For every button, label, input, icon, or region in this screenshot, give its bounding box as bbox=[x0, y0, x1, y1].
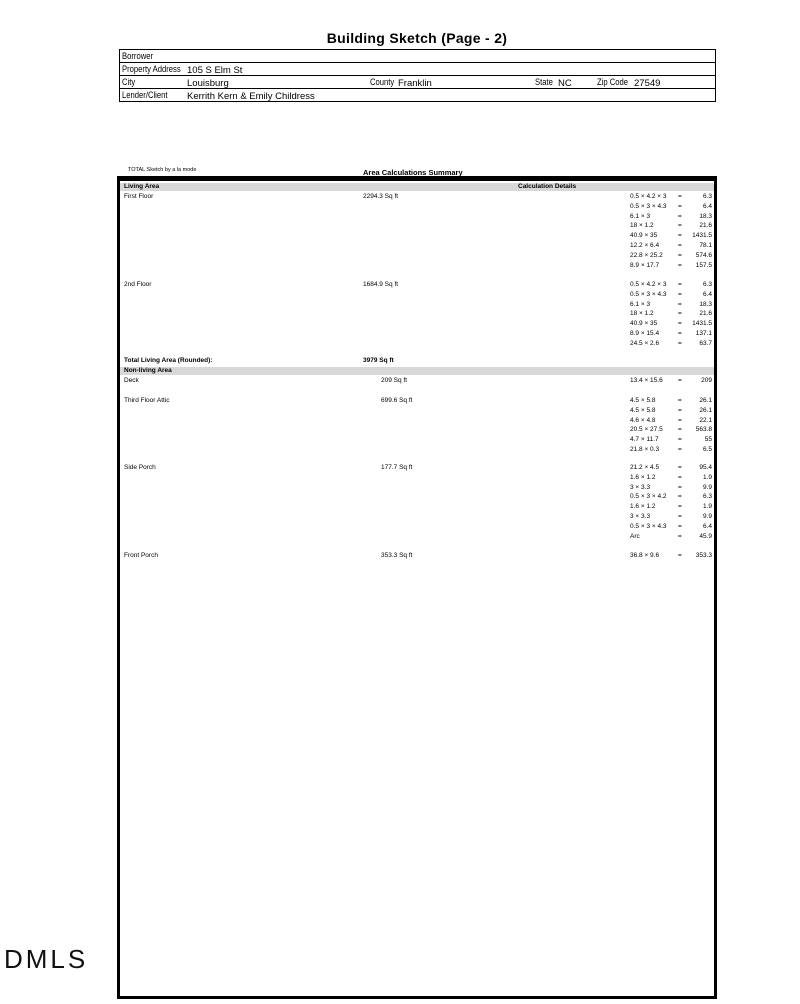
calc-line bbox=[630, 280, 712, 290]
calc-expression: 20.5 × 27.5 bbox=[630, 426, 663, 434]
calc-line bbox=[630, 339, 712, 349]
calc-line bbox=[630, 309, 712, 319]
calc-line bbox=[630, 435, 712, 445]
calc-result: 18.3 bbox=[699, 212, 712, 220]
calc-list bbox=[630, 376, 712, 386]
header-table bbox=[119, 49, 716, 102]
calc-line bbox=[630, 290, 712, 300]
calc-result: 63.7 bbox=[699, 339, 712, 347]
calc-list bbox=[630, 396, 712, 455]
calc-expression: 40.9 × 35 bbox=[630, 232, 658, 240]
calc-equals: = bbox=[678, 377, 682, 384]
calc-expression: 22.8 × 25.2 bbox=[630, 251, 663, 259]
calc-result: 21.6 bbox=[699, 310, 712, 318]
non-living-label: Non-living Area bbox=[124, 367, 172, 374]
calc-result: 18.3 bbox=[699, 300, 712, 308]
area-value: 177.7 Sq ft bbox=[381, 464, 413, 471]
calc-result: 78.1 bbox=[699, 241, 712, 249]
calc-result: 6.5 bbox=[702, 445, 712, 453]
area-name: Third Floor Attic bbox=[124, 397, 170, 404]
total-living-label: Total Living Area (Rounded): bbox=[124, 357, 213, 364]
calc-expression: 1.6 × 1.2 bbox=[630, 503, 656, 511]
borrower-label: Borrower bbox=[122, 51, 154, 61]
calc-result: 1.9 bbox=[702, 503, 712, 511]
calc-line bbox=[630, 261, 712, 271]
calc-equals: = bbox=[678, 397, 682, 404]
calc-expression: 6.1 × 3 bbox=[630, 212, 651, 220]
calc-expression: 0.5 × 4.2 × 3 bbox=[630, 281, 667, 288]
calc-line bbox=[630, 483, 712, 493]
address-row bbox=[120, 63, 715, 76]
calc-result: 6.3 bbox=[702, 493, 712, 501]
calc-result: 26.1 bbox=[699, 397, 712, 404]
calc-result: 1.9 bbox=[702, 473, 712, 481]
borrower-row bbox=[120, 50, 715, 63]
calc-result: 353.3 bbox=[695, 552, 712, 559]
calc-equals: = bbox=[678, 222, 682, 230]
calc-line bbox=[630, 241, 712, 251]
calc-result: 21.6 bbox=[699, 222, 712, 230]
calc-expression: 40.9 × 35 bbox=[630, 320, 658, 328]
calc-equals: = bbox=[678, 436, 682, 444]
calc-expression: 3 × 3.3 bbox=[630, 512, 651, 520]
calc-equals: = bbox=[678, 290, 682, 298]
address-label: Property Address bbox=[122, 64, 181, 74]
calc-result: 26.1 bbox=[699, 406, 712, 414]
calc-equals: = bbox=[678, 300, 682, 308]
calc-result: 209 bbox=[701, 377, 712, 384]
city-value: Louisburg bbox=[187, 78, 229, 89]
calc-equals: = bbox=[678, 473, 682, 481]
calc-expression: 36.8 × 9.6 bbox=[630, 552, 660, 559]
calc-expression: 21.8 × 0.3 bbox=[630, 445, 660, 453]
calc-result: 574.6 bbox=[695, 251, 712, 259]
calc-details-label: Calculation Details bbox=[518, 183, 577, 190]
calc-expression: 4.7 × 11.7 bbox=[630, 436, 659, 444]
calc-line bbox=[630, 231, 712, 241]
lender-value: Kerrith Kern & Emily Childress bbox=[187, 91, 315, 102]
calc-result: 9.9 bbox=[702, 483, 712, 491]
area-name: 2nd Floor bbox=[124, 281, 152, 288]
calc-equals: = bbox=[678, 552, 682, 559]
calc-line bbox=[630, 463, 712, 473]
calc-line bbox=[630, 532, 712, 542]
calc-equals: = bbox=[678, 406, 682, 414]
calc-expression: 3 × 3.3 bbox=[630, 483, 651, 491]
calc-line bbox=[630, 221, 712, 231]
calc-result: 55 bbox=[704, 436, 712, 444]
area-name: Side Porch bbox=[124, 464, 156, 471]
area-value: 209 Sq ft bbox=[381, 377, 408, 384]
calc-equals: = bbox=[678, 532, 682, 540]
calc-result: 563.8 bbox=[695, 426, 712, 434]
summary-frame bbox=[117, 176, 717, 999]
calc-result: 6.3 bbox=[702, 281, 712, 288]
calc-line bbox=[630, 492, 712, 502]
calc-result: 45.9 bbox=[699, 532, 712, 540]
calc-expression: 0.5 × 4.2 × 3 bbox=[630, 193, 667, 200]
calc-expression: 12.2 × 6.4 bbox=[630, 241, 660, 249]
area-name: First Floor bbox=[124, 193, 154, 200]
calc-equals: = bbox=[678, 464, 682, 471]
calc-expression: 24.5 × 2.6 bbox=[630, 339, 660, 347]
calc-list bbox=[630, 463, 712, 541]
calc-expression: 21.2 × 4.5 bbox=[630, 464, 660, 471]
calc-equals: = bbox=[678, 445, 682, 453]
calc-line bbox=[630, 551, 712, 561]
calc-result: 6.4 bbox=[702, 290, 712, 298]
calc-line bbox=[630, 319, 712, 329]
non-living-band bbox=[120, 367, 714, 375]
calc-equals: = bbox=[678, 329, 682, 337]
calc-line bbox=[630, 376, 712, 386]
calc-equals: = bbox=[678, 503, 682, 511]
page-title: Building Sketch (Page - 2) bbox=[326, 30, 508, 46]
calc-equals: = bbox=[678, 241, 682, 249]
calc-result: 137.1 bbox=[695, 329, 712, 337]
calc-expression: 6.1 × 3 bbox=[630, 300, 651, 308]
calc-line bbox=[630, 425, 712, 435]
state-value: NC bbox=[558, 78, 572, 89]
calc-expression: 0.5 × 3 × 4.2 bbox=[630, 493, 667, 501]
calc-line bbox=[630, 300, 712, 310]
county-label: County bbox=[370, 77, 395, 87]
calc-equals: = bbox=[678, 522, 682, 530]
calc-equals: = bbox=[678, 483, 682, 491]
calc-expression: 8.9 × 15.4 bbox=[630, 329, 660, 337]
calc-line bbox=[630, 329, 712, 339]
calc-result: 1431.5 bbox=[692, 232, 712, 240]
calc-line bbox=[630, 406, 712, 416]
address-value: 105 S Elm St bbox=[187, 65, 243, 76]
calc-equals: = bbox=[678, 232, 682, 240]
calc-equals: = bbox=[678, 426, 682, 434]
calc-equals: = bbox=[678, 251, 682, 259]
calc-expression: 18 × 1.2 bbox=[630, 310, 654, 318]
calc-list bbox=[630, 192, 712, 270]
calc-expression: 0.5 × 3 × 4.3 bbox=[630, 290, 667, 298]
calc-list bbox=[630, 280, 712, 349]
calc-expression: 4.5 × 5.8 bbox=[630, 406, 656, 414]
calc-equals: = bbox=[678, 493, 682, 501]
living-area-band bbox=[120, 183, 714, 191]
city-label: City bbox=[122, 77, 136, 87]
calc-equals: = bbox=[678, 212, 682, 220]
calc-line bbox=[630, 416, 712, 426]
lender-row bbox=[120, 89, 715, 101]
calc-line bbox=[630, 522, 712, 532]
calc-result: 1431.5 bbox=[692, 320, 712, 328]
calc-line bbox=[630, 512, 712, 522]
area-value: 1684.9 Sq ft bbox=[363, 281, 399, 288]
calc-equals: = bbox=[678, 320, 682, 328]
county-value: Franklin bbox=[398, 78, 432, 89]
calc-expression: 1.6 × 1.2 bbox=[630, 473, 656, 481]
calc-equals: = bbox=[678, 416, 682, 424]
calc-line bbox=[630, 192, 712, 202]
calc-equals: = bbox=[678, 261, 682, 269]
calc-line bbox=[630, 202, 712, 212]
calc-result: 6.4 bbox=[702, 522, 712, 530]
calc-result: 95.4 bbox=[699, 464, 712, 471]
area-value: 353.3 Sq ft bbox=[381, 552, 413, 559]
calc-expression: 13.4 × 15.6 bbox=[630, 377, 663, 384]
city-row bbox=[120, 76, 715, 89]
calc-equals: = bbox=[678, 310, 682, 318]
calc-line bbox=[630, 473, 712, 483]
calc-line bbox=[630, 251, 712, 261]
calc-line bbox=[630, 502, 712, 512]
calc-equals: = bbox=[678, 339, 682, 347]
zip-value: 27549 bbox=[634, 78, 661, 89]
living-area-label: Living Area bbox=[124, 183, 160, 190]
calc-equals: = bbox=[678, 193, 682, 200]
calc-expression: 4.5 × 5.8 bbox=[630, 397, 656, 404]
area-name: Deck bbox=[124, 377, 139, 384]
zip-label: Zip Code bbox=[597, 77, 629, 87]
area-value: 699.6 Sq ft bbox=[381, 397, 413, 404]
calc-expression: 0.5 × 3 × 4.3 bbox=[630, 202, 667, 210]
calc-expression: 4.6 × 4.8 bbox=[630, 416, 656, 424]
calc-line bbox=[630, 396, 712, 406]
calc-equals: = bbox=[678, 202, 682, 210]
calc-result: 6.3 bbox=[702, 193, 712, 200]
area-value: 2294.3 Sq ft bbox=[363, 193, 399, 200]
total-living-value: 3979 Sq ft bbox=[363, 357, 394, 364]
dmls-watermark: DMLS bbox=[4, 944, 89, 974]
calc-list bbox=[630, 551, 712, 561]
calc-result: 22.1 bbox=[699, 416, 712, 424]
calc-line bbox=[630, 445, 712, 455]
calc-expression: 18 × 1.2 bbox=[630, 222, 654, 230]
state-label: State bbox=[535, 77, 553, 87]
calc-expression: Arc bbox=[630, 532, 640, 540]
calc-result: 6.4 bbox=[702, 202, 712, 210]
calc-equals: = bbox=[678, 281, 682, 288]
calc-result: 157.5 bbox=[695, 261, 712, 269]
calc-expression: 0.5 × 3 × 4.3 bbox=[630, 522, 667, 530]
summary-title: Area Calculations Summary bbox=[363, 168, 463, 177]
calc-expression: 8.9 × 17.7 bbox=[630, 261, 660, 269]
sketch-software-note: TOTAL Sketch by a la mode bbox=[128, 167, 197, 173]
area-name: Front Porch bbox=[124, 552, 158, 559]
calc-result: 9.9 bbox=[702, 512, 712, 520]
calc-equals: = bbox=[678, 512, 682, 520]
lender-label: Lender/Client bbox=[122, 90, 168, 100]
calc-line bbox=[630, 212, 712, 222]
